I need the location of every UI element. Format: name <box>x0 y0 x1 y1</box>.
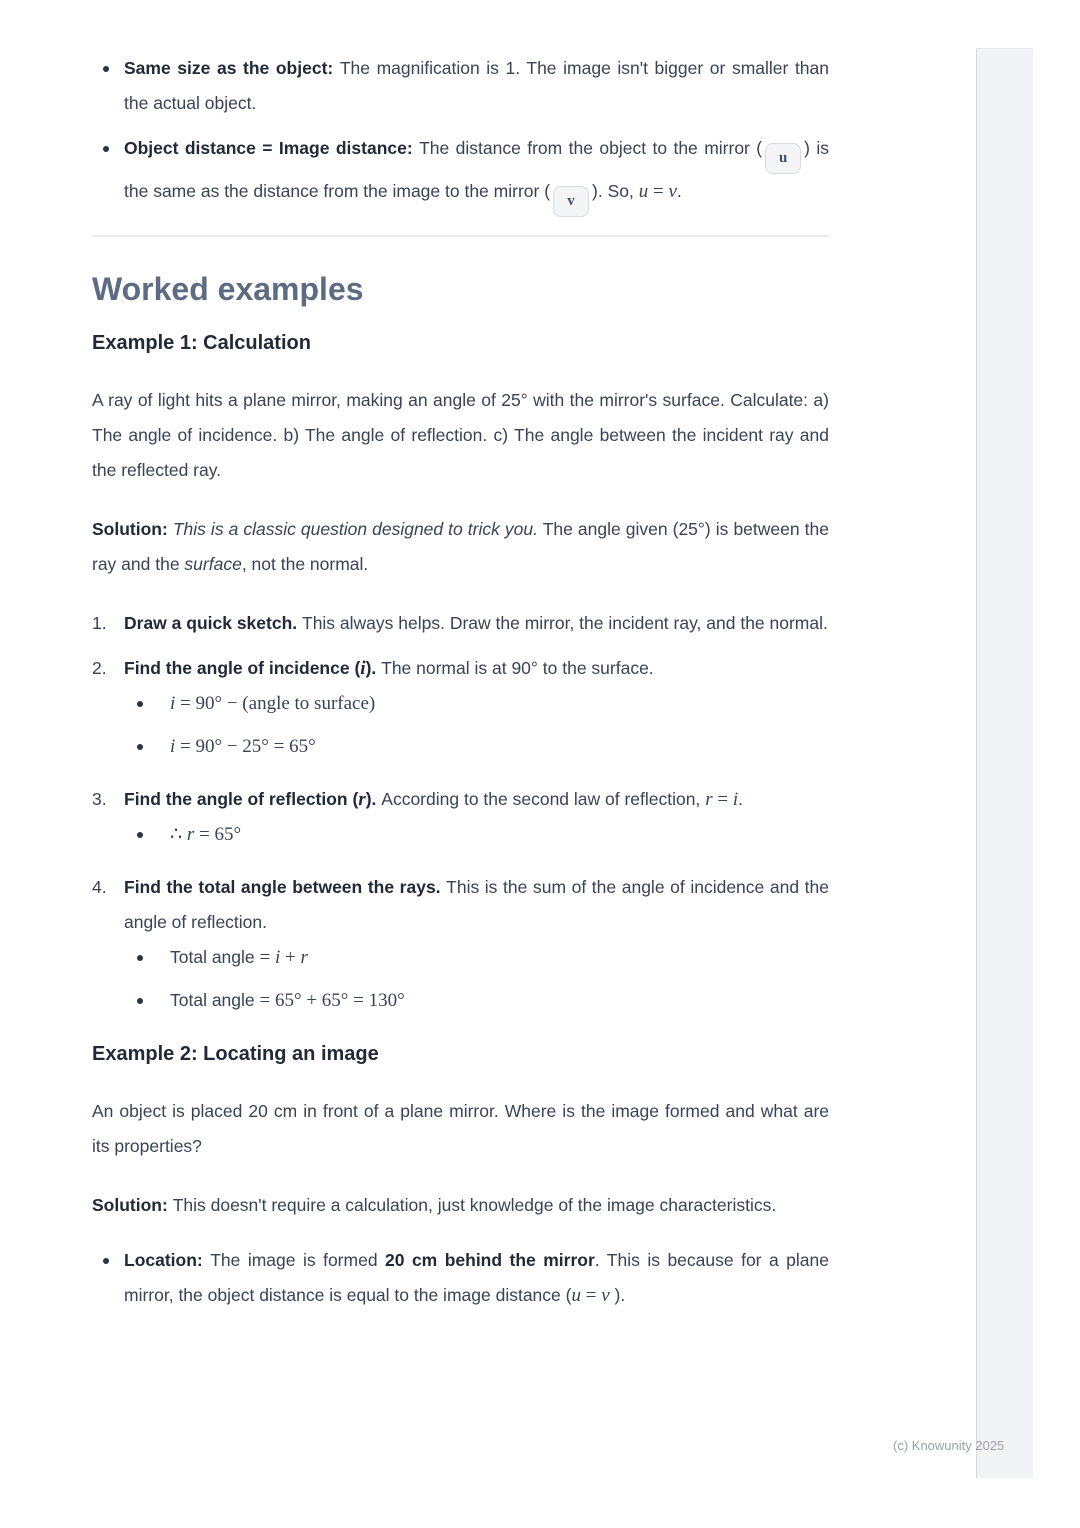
solution-text: The angle given (25°) is between the ray and the <box>92 519 829 574</box>
step-number: 3. <box>92 789 107 809</box>
math-expression: = 65° + 65° = 130° <box>259 990 405 1011</box>
step-line <box>124 782 829 817</box>
step-rest: According to the second law of reflection, <box>381 789 706 809</box>
step-item-2 <box>92 651 829 772</box>
math-var-v: v <box>601 1285 610 1306</box>
property-bullet-list <box>92 51 829 217</box>
bullet-dot-icon <box>137 817 170 852</box>
sub-item <box>124 983 829 1018</box>
step-number: 4. <box>92 877 107 897</box>
math-var-r: r <box>358 789 366 810</box>
math-var-u: u <box>638 181 649 202</box>
section-divider <box>92 235 829 237</box>
step-rest: This is the sum of the angle of incidence and the angle of reflection. <box>124 877 829 932</box>
list-item <box>92 131 829 217</box>
step-lead: Find the angle of incidence ( <box>124 658 361 678</box>
copyright-watermark: (c) Knowunity 2025 <box>893 1438 1005 1453</box>
step-sub-list <box>124 817 829 852</box>
code-chip-v: v <box>553 186 589 217</box>
code-chip-u: u <box>765 143 801 174</box>
math-var-v: v <box>668 181 677 202</box>
step-lead: Find the total angle between the rays. <box>124 877 447 897</box>
bullet-text <box>124 51 829 121</box>
bullet-dot-icon <box>92 1243 124 1313</box>
step-number: 2. <box>92 658 107 678</box>
math-line <box>170 686 375 721</box>
math-label: Total angle <box>170 947 260 967</box>
math-therefore: ∴ <box>170 824 187 845</box>
math-expression: = 65° <box>194 824 242 845</box>
sub-item <box>124 686 829 721</box>
step-item-3 <box>92 782 829 860</box>
step-text <box>124 651 829 772</box>
list-item <box>92 51 829 121</box>
math-var-i: i <box>170 736 176 757</box>
sub-item <box>124 940 829 975</box>
bullet-bold: 20 cm behind the mirror <box>385 1250 595 1270</box>
bullet-rest: ). <box>592 181 603 201</box>
math-plus: + <box>280 947 301 968</box>
solution-italic: This is a classic question designed to trick you. <box>172 519 538 539</box>
math-label: Total angle <box>170 990 260 1010</box>
math-equals: = <box>580 1285 602 1306</box>
step-text <box>124 606 829 641</box>
math-equals: = <box>712 789 733 810</box>
example-2-prompt: An object is placed 20 cm in front of a plane mirror. Where is the image formed and what are its properties? <box>92 1101 829 1156</box>
math-var-r: r <box>186 824 195 845</box>
bullet-rest: . <box>676 181 682 201</box>
bullet-dot-icon <box>137 983 170 1018</box>
step-line <box>124 870 829 940</box>
step-lead: Find the angle of reflection ( <box>124 789 359 809</box>
bullet-text <box>124 131 829 217</box>
step-lead: ). <box>365 658 382 678</box>
scrollbar-track[interactable] <box>976 48 1033 1478</box>
step-text <box>124 782 829 860</box>
math-line <box>170 729 316 764</box>
example-2-solution-intro <box>92 1188 829 1223</box>
math-var-i: i <box>274 947 281 968</box>
solution-text: This doesn't require a calculation, just knowledge of the image characteristics. <box>172 1195 777 1215</box>
bullet-rest: ). <box>609 1285 626 1305</box>
example-1-heading: Example 1: Calculation <box>92 332 311 354</box>
math-equals: = <box>259 947 275 968</box>
example-2-bullet-list <box>92 1243 829 1313</box>
solution-label: Solution: <box>92 519 173 539</box>
bullet-lead: Same size as the object: <box>124 58 340 78</box>
step-sub-list <box>124 686 829 764</box>
step-line <box>124 651 829 686</box>
math-var-i: i <box>170 693 176 714</box>
example-1-solution-intro <box>92 512 829 582</box>
step-lead: ). <box>365 789 382 809</box>
math-line <box>170 983 405 1018</box>
bullet-rest: The magnification is 1. The image isn't bigger or smaller than the actual object. <box>124 58 829 113</box>
example-1-prompt: A ray of light hits a plane mirror, making an angle of 25° with the mirror's surface. Calculate: a) The angle of incidence. b) The angle of reflection. c) The angle between the incident ray and the reflected ray. <box>92 390 829 480</box>
step-rest: . <box>738 789 743 809</box>
bullet-rest: . This is because for a plane mirror, the object distance is equal to the image distance ( <box>124 1250 829 1305</box>
solution-steps-list <box>92 606 829 1026</box>
bullet-dot-icon <box>92 51 124 121</box>
step-text <box>124 870 829 1026</box>
section-heading: Worked examples <box>92 271 364 307</box>
bullet-rest: The distance from the object to the mirror ( <box>419 138 763 158</box>
math-expression: = 90° − (angle to surface) <box>175 693 376 714</box>
sub-item <box>124 729 829 764</box>
step-rest: The normal is at 90° to the surface. <box>381 658 654 678</box>
step-lead: Draw a quick sketch. <box>124 613 302 633</box>
bullet-text <box>124 1243 829 1313</box>
bullet-lead: Object distance = Image distance: <box>124 138 420 158</box>
bullet-rest: ) is the same as the distance from the image to the mirror ( <box>124 138 829 201</box>
step-item-4 <box>92 870 829 1026</box>
solution-label: Solution: <box>92 1195 173 1215</box>
step-number: 1. <box>92 613 107 633</box>
step-item-1 <box>92 606 829 641</box>
bullet-dot-icon <box>137 940 170 975</box>
math-var-i: i <box>360 658 366 679</box>
list-item <box>92 1243 829 1313</box>
solution-text: , not the normal. <box>241 554 369 574</box>
example-2-heading: Example 2: Locating an image <box>92 1043 379 1065</box>
math-var-u: u <box>571 1285 581 1306</box>
step-sub-list <box>124 940 829 1018</box>
bullet-dot-icon <box>137 686 170 721</box>
math-line <box>170 817 241 852</box>
math-var-i: i <box>732 789 739 810</box>
bullet-rest: So, <box>602 181 639 201</box>
bullet-lead: Location: <box>124 1250 211 1270</box>
math-var-r: r <box>705 789 713 810</box>
math-expression: = 90° − 25° = 65° <box>175 736 316 757</box>
step-rest: This always helps. Draw the mirror, the incident ray, and the normal. <box>302 613 828 633</box>
math-var-r: r <box>300 947 308 968</box>
document-content <box>92 0 829 1323</box>
bullet-dot-icon <box>92 131 124 217</box>
bullet-rest: The image is formed <box>210 1250 386 1270</box>
math-line <box>170 940 308 975</box>
sub-item <box>124 817 829 852</box>
bullet-dot-icon <box>137 729 170 764</box>
math-equals: = <box>648 181 669 202</box>
solution-emphasis: surface <box>184 554 242 574</box>
